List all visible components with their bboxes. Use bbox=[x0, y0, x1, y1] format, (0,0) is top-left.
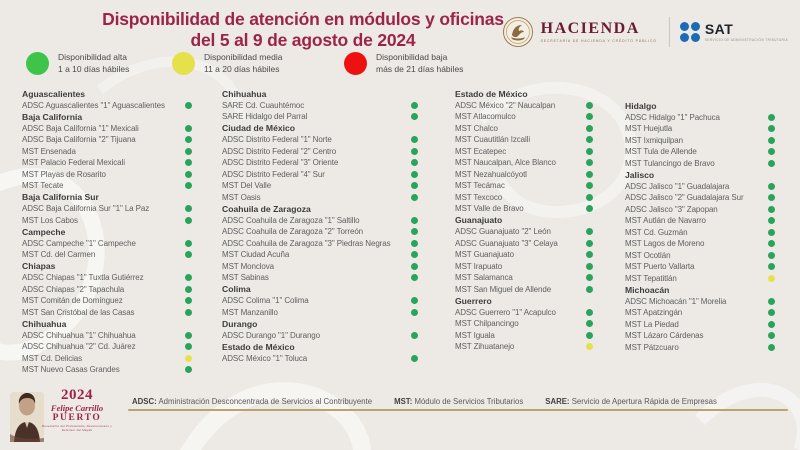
office-row bbox=[455, 169, 593, 181]
office-label: MST Cd. del Carmen bbox=[22, 250, 96, 260]
office-label: ADSC Coahuila de Zaragoza "1" Saltillo bbox=[222, 215, 360, 225]
abbreviation-adsc: ADSC: Administración Desconcentrada de Servicios al Contribuyente bbox=[132, 397, 373, 406]
office-row bbox=[22, 249, 192, 261]
office-row bbox=[455, 180, 593, 192]
status-dot-green bbox=[411, 194, 418, 201]
status-dot-green bbox=[411, 240, 418, 247]
status-dot-yellow bbox=[586, 343, 593, 350]
office-row bbox=[22, 203, 192, 215]
office-label: MST San Miguel de Allende bbox=[455, 284, 552, 294]
office-label: MST Sabinas bbox=[222, 273, 269, 283]
legend-label: Disponibilidad alta 1 a 10 días hábiles bbox=[58, 52, 130, 74]
status-dot-green bbox=[411, 159, 418, 166]
office-row bbox=[625, 250, 775, 262]
office-row bbox=[455, 249, 593, 261]
status-dot-green bbox=[768, 125, 775, 132]
state-header: Durango bbox=[222, 318, 258, 329]
office-row bbox=[222, 249, 418, 261]
status-dot-green bbox=[411, 148, 418, 155]
status-dot-green bbox=[586, 240, 593, 247]
office-row bbox=[625, 158, 775, 170]
office-row bbox=[222, 180, 418, 192]
office-label: ADSC Coahuila de Zaragoza "3" Piedras Negras bbox=[222, 238, 391, 248]
status-dot-green bbox=[586, 194, 593, 201]
badge-subtitle: Benemérito del Proletariado, Revolucionario y Defensor del Mayab bbox=[41, 424, 113, 432]
office-row bbox=[625, 227, 775, 239]
sat-subtitle: SERVICIO DE ADMINISTRACIÓN TRIBUTARIA bbox=[704, 38, 788, 42]
hacienda-subtitle: SECRETARÍA DE HACIENDA Y CRÉDITO PÚBLICO bbox=[540, 39, 657, 44]
office-label: MST Salamanca bbox=[455, 273, 513, 283]
status-dot-yellow bbox=[185, 355, 192, 362]
office-row bbox=[625, 192, 775, 204]
office-row bbox=[222, 238, 418, 250]
status-dot-green bbox=[185, 286, 192, 293]
office-row bbox=[455, 238, 593, 250]
office-label: ADSC Hidalgo "1" Pachuca bbox=[625, 112, 720, 122]
office-row bbox=[625, 342, 775, 354]
badge-surname: PUERTO bbox=[52, 412, 102, 423]
office-label: MST Ensenada bbox=[22, 146, 76, 156]
office-label: MST Lagos de Moreno bbox=[625, 239, 705, 249]
status-dot-green bbox=[768, 137, 775, 144]
state-header: Campeche bbox=[22, 226, 66, 237]
office-label: MST Tulancingo de Bravo bbox=[625, 158, 715, 168]
status-dot-green bbox=[586, 113, 593, 120]
office-label: ADSC Colima "1" Colima bbox=[222, 296, 309, 306]
status-dot-green bbox=[768, 160, 775, 167]
status-dot-green bbox=[586, 205, 593, 212]
office-label: ADSC Jalisco "2" Guadalajara Sur bbox=[625, 193, 744, 203]
status-dot-green bbox=[768, 217, 775, 224]
status-dot-green bbox=[411, 263, 418, 270]
legend bbox=[26, 52, 463, 75]
office-label: ADSC Baja California Sur "1" La Paz bbox=[22, 204, 150, 214]
office-label: ADSC Distrito Federal "3" Oriente bbox=[222, 158, 339, 168]
status-dot-green bbox=[411, 228, 418, 235]
legend-label: Disponibilidad baja más de 21 días hábiles bbox=[376, 52, 464, 74]
office-row bbox=[222, 272, 418, 284]
column-chihuahua-edomex bbox=[222, 88, 418, 364]
sat-word: SAT bbox=[704, 21, 734, 37]
status-dot-green bbox=[586, 228, 593, 235]
office-label: MST Tula de Allende bbox=[625, 147, 697, 157]
office-label: ADSC Durango "1" Durango bbox=[222, 330, 320, 340]
office-row bbox=[455, 341, 593, 353]
status-dot-green bbox=[411, 309, 418, 316]
office-row bbox=[625, 307, 775, 319]
office-label: MST Iguala bbox=[455, 330, 495, 340]
status-dot-green bbox=[586, 309, 593, 316]
status-dot-green bbox=[586, 102, 593, 109]
page-title bbox=[88, 9, 518, 52]
status-dot-green bbox=[411, 297, 418, 304]
legend-dot-media bbox=[172, 52, 195, 75]
state-header: Guanajuato bbox=[455, 215, 503, 226]
status-dot-green bbox=[768, 183, 775, 190]
column-hidalgo-michoacan bbox=[625, 100, 775, 353]
office-label: MST Apatzingán bbox=[625, 308, 683, 318]
footer-abbreviations bbox=[132, 397, 788, 406]
office-label: MST Cuautitlán Izcalli bbox=[455, 135, 531, 145]
office-label: MST Lázaro Cárdenas bbox=[625, 331, 704, 341]
office-label: ADSC Guerrero "1" Acapulco bbox=[455, 307, 556, 317]
office-row bbox=[625, 330, 775, 342]
office-label: MST Comitán de Domínguez bbox=[22, 296, 123, 306]
state-header: Chihuahua bbox=[222, 88, 267, 99]
office-label: ADSC Guanajuato "2" León bbox=[455, 227, 551, 237]
office-label: MST Puerto Vallarta bbox=[625, 262, 695, 272]
state-header: Aguascalientes bbox=[22, 88, 86, 99]
status-dot-green bbox=[411, 171, 418, 178]
status-dot-green bbox=[768, 229, 775, 236]
state-header: Colima bbox=[222, 284, 251, 295]
badge-year: 2024 bbox=[61, 387, 93, 403]
status-dot-green bbox=[768, 194, 775, 201]
sat-logo bbox=[680, 22, 788, 42]
sat-dot bbox=[691, 22, 700, 31]
status-dot-green bbox=[411, 274, 418, 281]
status-dot-green bbox=[185, 240, 192, 247]
legend-item-alta bbox=[26, 52, 172, 75]
page-title-line2: del 5 al 9 de agosto de 2024 bbox=[190, 30, 416, 51]
status-dot-green bbox=[185, 366, 192, 373]
office-row bbox=[625, 204, 775, 216]
office-row bbox=[455, 330, 593, 342]
office-label: MST Ecatepec bbox=[455, 146, 507, 156]
office-row bbox=[625, 181, 775, 193]
status-dot-green bbox=[411, 113, 418, 120]
office-row bbox=[455, 111, 593, 123]
office-label: ADSC Guanajuato "3" Celaya bbox=[455, 238, 558, 248]
office-label: ADSC Chihuahua "2" Cd. Juárez bbox=[22, 342, 136, 352]
office-label: ADSC Chihuahua "1" Chihuahua bbox=[22, 330, 136, 340]
office-label: ADSC Michoacán "1" Morelia bbox=[625, 296, 727, 306]
column-aguascalientes-chihuahua bbox=[22, 88, 192, 376]
office-label: MST Cd. Guzmán bbox=[625, 227, 688, 237]
office-label: ADSC Baja California "2" Tijuana bbox=[22, 135, 136, 145]
office-row bbox=[222, 157, 418, 169]
office-row bbox=[625, 296, 775, 308]
office-row bbox=[222, 215, 418, 227]
office-label: SARE Hidalgo del Parral bbox=[222, 112, 308, 122]
office-row bbox=[22, 180, 192, 192]
status-dot-green bbox=[768, 148, 775, 155]
office-row bbox=[625, 238, 775, 250]
badge-name: Felipe Carrillo bbox=[50, 403, 104, 413]
office-row bbox=[22, 238, 192, 250]
sat-dot bbox=[680, 33, 689, 42]
office-label: MST Del Valle bbox=[222, 181, 272, 191]
status-dot-green bbox=[586, 251, 593, 258]
year-badge bbox=[8, 388, 132, 446]
office-row bbox=[625, 273, 775, 285]
status-dot-green bbox=[411, 355, 418, 362]
office-label: MST Huejutla bbox=[625, 124, 673, 134]
office-label: MST Nezahualcóyotl bbox=[455, 169, 527, 179]
logo-divider bbox=[669, 17, 670, 47]
office-label: ADSC México "2" Naucalpan bbox=[455, 100, 556, 110]
status-dot-green bbox=[586, 332, 593, 339]
state-header: Coahuila de Zaragoza bbox=[222, 203, 311, 214]
office-row bbox=[222, 111, 418, 123]
office-label: ADSC Jalisco "3" Zapopan bbox=[625, 204, 718, 214]
office-row bbox=[22, 284, 192, 296]
office-row bbox=[455, 123, 593, 135]
office-label: MST Oasis bbox=[222, 192, 261, 202]
office-label: ADSC Distrito Federal "4" Sur bbox=[222, 169, 325, 179]
legend-label: Disponibilidad media 11 a 20 días hábiles bbox=[204, 52, 283, 74]
office-label: ADSC Campeche "1" Campeche bbox=[22, 238, 136, 248]
status-dot-green bbox=[185, 182, 192, 189]
office-row bbox=[625, 215, 775, 227]
office-row bbox=[22, 215, 192, 227]
status-dot-green bbox=[768, 309, 775, 316]
office-row bbox=[455, 157, 593, 169]
sat-wordmark bbox=[705, 22, 788, 42]
office-row bbox=[455, 192, 593, 204]
office-label: MST Playas de Rosarito bbox=[22, 169, 106, 179]
office-label: MST Atlacomulco bbox=[455, 112, 516, 122]
office-row bbox=[625, 123, 775, 135]
year-badge-text bbox=[40, 388, 114, 446]
office-row bbox=[22, 169, 192, 181]
status-dot-green bbox=[185, 159, 192, 166]
office-label: ADSC Distrito Federal "1" Norte bbox=[222, 135, 332, 145]
office-label: MST San Cristóbal de las Casas bbox=[22, 307, 135, 317]
status-dot-green bbox=[586, 320, 593, 327]
page-title-line1: Disponibilidad de atención en módulos y oficinas bbox=[102, 9, 504, 29]
office-row bbox=[222, 330, 418, 342]
status-dot-green bbox=[768, 321, 775, 328]
status-dot-green bbox=[586, 286, 593, 293]
office-label: MST Texcoco bbox=[455, 192, 503, 202]
office-label: MST Ixmiquilpan bbox=[625, 135, 683, 145]
office-row bbox=[625, 135, 775, 147]
office-row bbox=[22, 307, 192, 319]
status-dot-green bbox=[185, 274, 192, 281]
office-row bbox=[22, 364, 192, 376]
office-label: MST Ciudad Acuña bbox=[222, 250, 290, 260]
state-header: Estado de México bbox=[455, 88, 528, 99]
office-row bbox=[455, 307, 593, 319]
office-label: MST Chalco bbox=[455, 123, 498, 133]
legend-dot-alta bbox=[26, 52, 49, 75]
office-row bbox=[455, 284, 593, 296]
status-dot-green bbox=[185, 309, 192, 316]
office-row bbox=[22, 123, 192, 135]
office-label: MST Irapuato bbox=[455, 261, 503, 271]
status-dot-yellow bbox=[768, 275, 775, 282]
office-label: ADSC Distrito Federal "2" Centro bbox=[222, 146, 337, 156]
office-row bbox=[222, 226, 418, 238]
status-dot-green bbox=[586, 159, 593, 166]
office-row bbox=[22, 272, 192, 284]
office-row bbox=[222, 134, 418, 146]
office-row bbox=[455, 261, 593, 273]
status-dot-green bbox=[185, 136, 192, 143]
abbreviation-mst: MST: Módulo de Servicios Tributarios bbox=[394, 397, 524, 406]
status-dot-green bbox=[586, 274, 593, 281]
office-row bbox=[22, 146, 192, 158]
status-dot-green bbox=[586, 148, 593, 155]
office-row bbox=[22, 330, 192, 342]
office-row bbox=[22, 157, 192, 169]
status-dot-green bbox=[768, 263, 775, 270]
office-row bbox=[455, 226, 593, 238]
state-header: Ciudad de México bbox=[222, 123, 296, 134]
state-header: Chiapas bbox=[22, 261, 56, 272]
eagle-seal-icon bbox=[502, 16, 534, 48]
office-label: SARE Cd. Cuauhtémoc bbox=[222, 100, 305, 110]
office-row bbox=[22, 341, 192, 353]
office-row bbox=[222, 192, 418, 204]
legend-item-baja bbox=[344, 52, 463, 75]
office-row bbox=[455, 146, 593, 158]
sat-dot bbox=[680, 22, 689, 31]
status-dot-green bbox=[586, 136, 593, 143]
state-header: Baja California bbox=[22, 111, 83, 122]
office-row bbox=[455, 272, 593, 284]
status-dot-green bbox=[768, 332, 775, 339]
office-label: MST Naucalpan, Alce Blanco bbox=[455, 158, 556, 168]
office-row bbox=[222, 353, 418, 365]
status-dot-green bbox=[185, 102, 192, 109]
office-label: MST Los Cabos bbox=[22, 215, 78, 225]
status-dot-green bbox=[768, 114, 775, 121]
office-row bbox=[222, 169, 418, 181]
status-dot-green bbox=[185, 148, 192, 155]
office-row bbox=[22, 100, 192, 112]
office-row bbox=[222, 261, 418, 273]
office-row bbox=[222, 146, 418, 158]
status-dot-green bbox=[586, 182, 593, 189]
office-label: ADSC México "1" Toluca bbox=[222, 353, 308, 363]
status-dot-green bbox=[185, 217, 192, 224]
status-dot-green bbox=[586, 171, 593, 178]
office-label: ADSC Baja California "1" Mexicali bbox=[22, 123, 139, 133]
status-dot-green bbox=[185, 125, 192, 132]
status-dot-green bbox=[768, 344, 775, 351]
footer-divider-line bbox=[128, 409, 788, 411]
office-row bbox=[222, 100, 418, 112]
sat-dots-icon bbox=[680, 22, 700, 42]
office-row bbox=[22, 295, 192, 307]
office-label: MST Zihuatanejo bbox=[455, 342, 515, 352]
office-label: ADSC Jalisco "1" Guadalajara bbox=[625, 181, 730, 191]
office-label: MST Tecate bbox=[22, 181, 64, 191]
status-dot-green bbox=[411, 102, 418, 109]
government-logos bbox=[502, 16, 788, 48]
hacienda-word: HACIENDA bbox=[540, 19, 640, 37]
office-label: MST Tepatitlán bbox=[625, 273, 677, 283]
office-label: MST Ocotlán bbox=[625, 250, 671, 260]
column-edomex-guerrero bbox=[455, 88, 593, 353]
office-label: ADSC Coahuila de Zaragoza "2" Torreón bbox=[222, 227, 364, 237]
status-dot-green bbox=[185, 205, 192, 212]
office-row bbox=[455, 134, 593, 146]
state-header: Hidalgo bbox=[625, 100, 657, 111]
office-row bbox=[222, 295, 418, 307]
office-label: MST Tecámac bbox=[455, 181, 505, 191]
office-label: ADSC Chiapas "2" Tapachula bbox=[22, 284, 125, 294]
hacienda-wordmark bbox=[541, 21, 657, 44]
status-dot-green bbox=[185, 343, 192, 350]
status-dot-green bbox=[185, 251, 192, 258]
state-header: Chihuahua bbox=[22, 318, 67, 329]
status-dot-green bbox=[411, 332, 418, 339]
state-header: Estado de México bbox=[222, 341, 295, 352]
office-label: ADSC Aguascalientes "1" Aguascalientes bbox=[22, 100, 165, 110]
status-dot-green bbox=[411, 251, 418, 258]
state-header: Michoacán bbox=[625, 284, 670, 295]
office-label: MST Guanajuato bbox=[455, 250, 514, 260]
office-label: MST Palacio Federal Mexicali bbox=[22, 158, 125, 168]
office-row bbox=[625, 319, 775, 331]
legend-item-media bbox=[172, 52, 344, 75]
legend-dot-baja bbox=[344, 52, 367, 75]
office-row bbox=[625, 261, 775, 273]
abbreviation-sare: SARE: Servicio de Apertura Rápida de Empresas bbox=[545, 397, 717, 406]
status-dot-green bbox=[411, 136, 418, 143]
status-dot-green bbox=[411, 217, 418, 224]
status-dot-green bbox=[411, 182, 418, 189]
office-row bbox=[455, 100, 593, 112]
office-row bbox=[625, 112, 775, 124]
office-row bbox=[625, 146, 775, 158]
office-label: MST Valle de Bravo bbox=[455, 204, 524, 214]
office-label: MST Cd. Delicias bbox=[22, 353, 83, 363]
status-dot-green bbox=[586, 125, 593, 132]
office-label: MST Monclova bbox=[222, 261, 275, 271]
office-label: MST La Piedad bbox=[625, 319, 679, 329]
office-label: MST Nuevo Casas Grandes bbox=[22, 365, 120, 375]
status-dot-green bbox=[768, 252, 775, 259]
office-row bbox=[22, 353, 192, 365]
office-row bbox=[455, 318, 593, 330]
status-dot-green bbox=[768, 240, 775, 247]
office-label: ADSC Chiapas "1" Tuxtla Gutiérrez bbox=[22, 273, 144, 283]
office-label: MST Pátzcuaro bbox=[625, 342, 679, 352]
status-dot-green bbox=[586, 263, 593, 270]
status-dot-green bbox=[185, 332, 192, 339]
hacienda-logo bbox=[502, 16, 657, 48]
state-header: Baja California Sur bbox=[22, 192, 99, 203]
office-label: MST Chilpancingo bbox=[455, 319, 519, 329]
status-dot-green bbox=[768, 206, 775, 213]
office-row bbox=[222, 307, 418, 319]
state-header: Jalisco bbox=[625, 169, 655, 180]
office-label: MST Autlán de Navarro bbox=[625, 216, 706, 226]
office-row bbox=[22, 134, 192, 146]
status-dot-green bbox=[185, 171, 192, 178]
office-row bbox=[455, 203, 593, 215]
office-label: MST Manzanillo bbox=[222, 307, 278, 317]
sat-dot bbox=[691, 33, 700, 42]
state-header: Guerrero bbox=[455, 295, 492, 306]
status-dot-green bbox=[185, 297, 192, 304]
status-dot-green bbox=[768, 298, 775, 305]
